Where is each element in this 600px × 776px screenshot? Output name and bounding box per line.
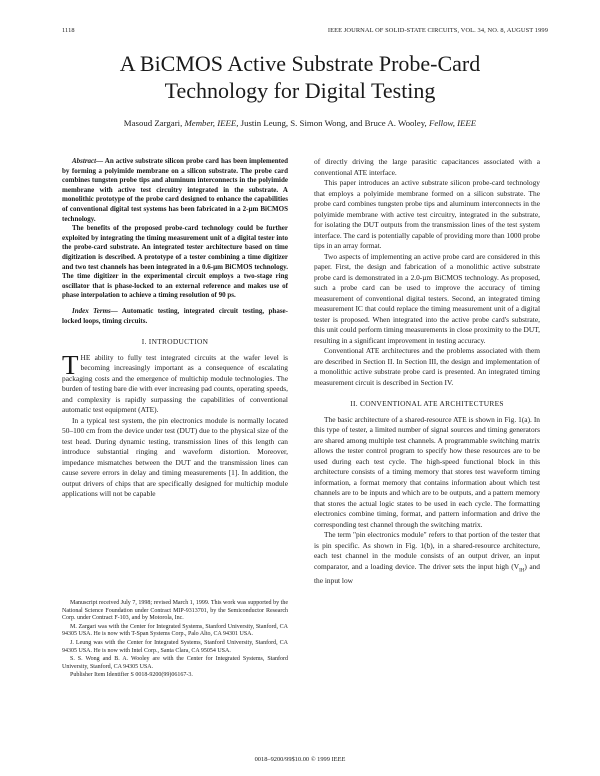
abstract [62, 157, 288, 301]
title-line-1: A BiCMOS Active Substrate Probe-Card [119, 51, 481, 76]
abstract-label: Abstract— [72, 157, 104, 165]
abstract-paragraph-1 [62, 157, 288, 224]
paper-title [40, 50, 560, 104]
section-heading-introduction: I. INTRODUCTION [141, 337, 209, 347]
author-list [40, 118, 560, 128]
left-column [62, 157, 288, 500]
section-heading-ate: II. CONVENTIONAL ATE ARCHITECTURES [350, 399, 504, 408]
intro-paragraph-6: Conventional ATE architectures and the problems associated with them are described in Section II. In Section III, the design and implementation of a monolithic active substrate probe card is presented. An integrated timing measurement circuit is described in Section IV. [314, 346, 540, 387]
intro-text-1: HE ability to fully test integrated circuits at the wafer level is becoming increasingly important as a consequence of escalating packaging costs and the emergence of multichip module technologies. The burden of testing bare die with ever increasing pad counts, operating speeds, and complexity is rapidly surpassing the capabilities of conventional automatic test equipment (ATE). [62, 352, 288, 415]
intro-paragraph-4: This paper introduces an active substrate silicon probe-card technology that employs a polyimide membrane formed on a silicon substrate. The probe card combines tungsten probe tips and aluminum interconnects in the polyimide membrane with active test circuitry, integrated in the substrate, for isolating the DUT outputs from the transmission lines of the test system interface. The card is potentially capable of providing more than 1000 probe tips in an array format. [314, 178, 540, 250]
footnote-leung: J. Leung was with the Center for Integrated Systems, Stanford University, Stanford, CA 94305 USA. He is now with Intel Corp., Santa Clara, CA 95054 USA. [62, 639, 288, 654]
ate-text-2: The term "pin electronics module" refers to that portion of the tester that is pin specific. As shown in Fig. 1(b), in a shared-resource architecture, each test channel in the module consists of an output driver, an input comparator, and a loading device. The driver sets the input high (V [314, 530, 540, 571]
intro-paragraph-2: In a typical test system, the pin electronics module is normally located 50–100 cm from the device under test (DUT) due to the physical size of the test head. During dynamic testing, transmission lines of this length can introduce substantial ringing and waveform distortion. Moreover, impedance mismatches between the DUT and the transmission lines can cause severe errors in delay and timing measurements [1]. In addition, the output drivers of chips that are specifically designed for multichip module applications will not be capable [62, 415, 288, 499]
intro-paragraph-3: of directly driving the large parasitic capacitances associated with a conventional ATE interface. [314, 157, 540, 177]
footnote-wong-wooley: S. S. Wong and B. A. Wooley are with the Center for Integrated Systems, Stanford University, Stanford, CA 94305 USA. [62, 656, 288, 670]
drop-cap: T [62, 349, 79, 380]
abstract-text-1: An active substrate silicon probe card has been implemented by forming a polyimide membrane on a silicon substrate. The probe card combines tungsten probe tips and aluminum interconnects in the polyimide membrane with active test circuitry integrated in the substrate. A monolithic prototype of the probe card designed to enhance the capabilities of conventional digital test systems has been fabricated in a 2-µm BiCMOS technology. [62, 157, 288, 223]
footnote-publisher-id: Publisher Item Identifier S 0018-9200(99)06167-3. [70, 672, 193, 679]
index-terms-label: Index Terms— [72, 306, 118, 315]
footnotes [62, 600, 288, 681]
running-header [62, 27, 548, 37]
intro-paragraph-1 [62, 349, 288, 416]
ate-paragraph-1: The basic architecture of a shared-resource ATE is shown in Fig. 1(a). In this type of tester, a limited number of signal sources and timing generators are shared among multiple test channels. A programmable switching matrix allows the tester control program to specify how these resources are to be used during each test cycle. The high-speed functional block in this architecture consists of a timing memory that stores test waveform timing information, a format memory that contains information about which test channels are to be inputs and which are to be outputs, and a pattern memory that stores the actual logic states to be used in each cycle. The formatting electronics combine timing, format, and pattern information and drive the corresponding test channel through the switching matrix. [314, 414, 540, 529]
author-1-role: Member, IEEE, [184, 118, 239, 128]
page-number: 1118 [62, 27, 75, 34]
copyright-footer: 0018–9200/99$10.00 © 1999 IEEE [254, 756, 346, 763]
ate-paragraph-2 [314, 530, 540, 587]
index-terms [62, 307, 288, 326]
author-2: Justin Leung, S. Simon Wong, and Bruce A. Wooley, [240, 118, 427, 128]
footnote-manuscript: Manuscript received July 7, 1998; revised March 1, 1999. This work was supported by the National Science Foundation under Contract MIP-9313701, by the Semiconductor Research Corp. under Contract F-103, and by Motorola, Inc. [62, 600, 288, 622]
title-line-2: Technology for Digital Testing [164, 78, 436, 103]
vih-subscript: IH [519, 567, 525, 573]
index-terms-text: Automatic testing, integrated circuit testing, phase-locked loops, timing circuits. [62, 306, 288, 325]
author-2-role: Fellow, IEEE [428, 118, 477, 128]
right-column [314, 157, 540, 587]
journal-name: IEEE JOURNAL OF SOLID-STATE CIRCUITS, VOL. 34, NO. 8, AUGUST 1999 [327, 27, 548, 34]
intro-paragraph-5: Two aspects of implementing an active probe card are considered in this paper. First, the design and fabrication of a monolithic active substrate probe card is demonstrated in a 2.0-µm BiCMOS technology. As proposed, such a probe card can be used to improve the accuracy of timing measurement of conventional digital testers. Second, an integrated timing measurement IC that could replace the timing measurement unit of a digital tester is proposed. When integrated into the active probe card's substrate, this unit could perform timing measurements in close proximity to the DUT, resulting in a significant improvement in testing accuracy. [314, 251, 540, 345]
footnote-zargari: M. Zargari was with the Center for Integrated Systems, Stanford University, Stanford, CA 94305 USA. He is now with T-Span Systems Corp., Palo Alto, CA 94301 USA. [62, 623, 288, 638]
author-1: Masoud Zargari, [123, 118, 183, 128]
abstract-paragraph-2: The benefits of the proposed probe-card technology could be further exploited by integrating the timing measurement unit of a digital tester into the probe-card substrate. An integrated tester architecture based on time digitization is described. A prototype of a tester combining a time digitizer and two test channels has been integrated in a 0.6-µm BiCMOS technology. The time digitizer in the experimental circuit employs a two-stage ring oscillator that is phase-locked to an external reference and makes use of phase interpolation to achieve a timing resolution of 90 ps. [62, 224, 288, 300]
ate-text-2-end: ) and the input low [314, 561, 540, 586]
